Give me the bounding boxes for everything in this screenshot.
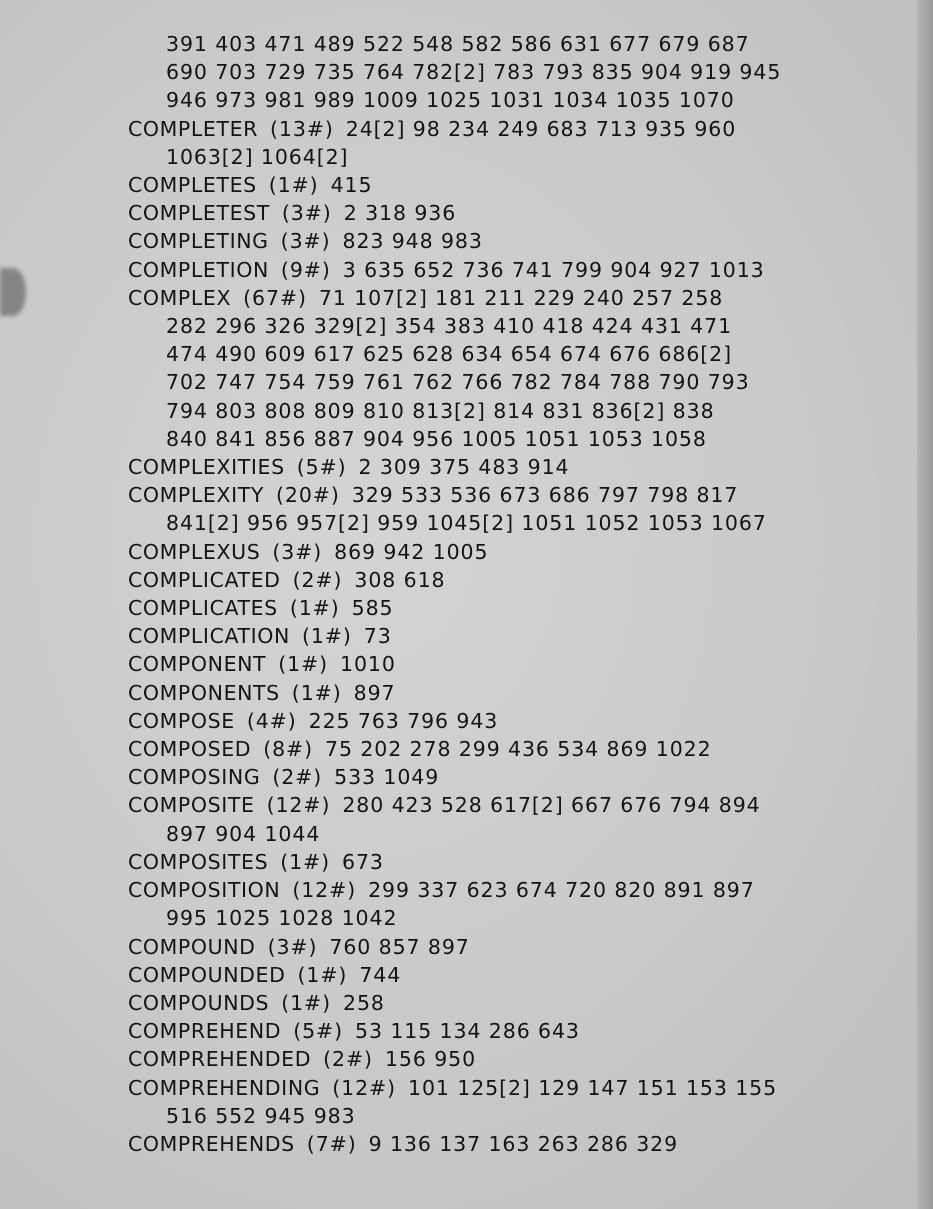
index-entry xyxy=(128,1017,888,1045)
index-references: 2 309 375 483 914 xyxy=(358,455,570,480)
index-references: 53 115 134 286 643 xyxy=(355,1019,580,1044)
index-count: (9#) xyxy=(280,257,331,282)
index-entry xyxy=(128,566,888,594)
index-term: COMPLETION xyxy=(128,257,269,282)
index-continuation-line: 690 703 729 735 764 782[2] 783 793 835 904 919 945 xyxy=(166,60,782,85)
index-count: (1#) xyxy=(278,652,329,677)
index-references: 75 202 278 299 436 534 869 1022 xyxy=(325,737,712,762)
index-references: 869 942 1005 xyxy=(334,539,489,564)
index-count: (13#) xyxy=(270,116,334,141)
index-term: COMPOUNDED xyxy=(128,962,286,987)
index-term: COMPREHENDS xyxy=(128,1131,295,1156)
index-term: COMPOSING xyxy=(128,765,261,790)
index-count: (1#) xyxy=(289,596,340,621)
index-references: 73 xyxy=(363,624,392,649)
index-term: COMPLETES xyxy=(128,173,257,198)
index-count: (2#) xyxy=(292,567,343,592)
index-count: (1#) xyxy=(280,849,331,874)
index-references: 673 xyxy=(342,849,384,874)
index-references: 9 136 137 163 263 286 329 xyxy=(368,1131,679,1156)
index-count: (7#) xyxy=(306,1131,357,1156)
index-references: 101 125[2] 129 147 151 153 155 xyxy=(408,1075,778,1100)
index-references: 280 423 528 617[2] 667 676 794 894 xyxy=(342,793,761,818)
index-term: COMPOSED xyxy=(128,737,252,762)
index-entry xyxy=(128,650,888,678)
index-continuation-line: 840 841 856 887 904 956 1005 1051 1053 1058 xyxy=(166,426,707,451)
index-references: 3 635 652 736 741 799 904 927 1013 xyxy=(342,257,765,282)
index-continuation-line: 794 803 808 809 810 813[2] 814 831 836[2] 838 xyxy=(166,398,715,423)
index-count: (2#) xyxy=(323,1047,373,1072)
index-term: COMPLICATES xyxy=(128,596,278,621)
index-term: COMPLEXITIES xyxy=(128,455,285,480)
index-term: COMPREHEND xyxy=(128,1019,282,1044)
index-entry xyxy=(128,199,888,227)
index-term: COMPONENTS xyxy=(128,680,280,705)
index-references: 760 857 897 xyxy=(329,934,470,959)
index-entry xyxy=(128,791,888,819)
index-entry xyxy=(128,115,888,143)
index-references: 258 xyxy=(343,990,385,1015)
index-references: 24[2] 98 234 249 683 713 935 960 xyxy=(345,116,737,141)
index-count: (3#) xyxy=(281,201,332,226)
index-continuation-line: 282 296 326 329[2] 354 383 410 418 424 431 471 xyxy=(166,314,733,339)
index-count: (12#) xyxy=(292,878,357,903)
index-references: 71 107[2] 181 211 229 240 257 258 xyxy=(318,285,724,310)
page-edge-shadow xyxy=(917,0,933,1209)
index-entry xyxy=(128,735,888,763)
index-references: 299 337 623 674 720 820 891 897 xyxy=(368,878,755,903)
index-continuation-line: 995 1025 1028 1042 xyxy=(166,906,398,931)
index-entry xyxy=(128,961,888,989)
index-continuation-line: 516 552 945 983 xyxy=(166,1103,356,1128)
index-term: COMPLICATION xyxy=(128,624,290,649)
index-count: (4#) xyxy=(246,708,297,733)
index-references: 533 1049 xyxy=(334,765,440,790)
index-term: COMPLICATED xyxy=(128,567,281,592)
index-entry xyxy=(128,256,888,284)
index-count: (12#) xyxy=(332,1075,397,1100)
index-references: 1010 xyxy=(340,652,396,677)
index-term: COMPLEXUS xyxy=(128,539,261,564)
index-count: (8#) xyxy=(263,737,314,762)
index-count: (5#) xyxy=(296,455,347,480)
index-references: 225 763 796 943 xyxy=(308,708,499,733)
index-count: (2#) xyxy=(272,765,323,790)
index-count: (3#) xyxy=(267,934,318,959)
index-continuation-line: 391 403 471 489 522 548 582 586 631 677 679 687 xyxy=(166,32,750,56)
index-references: 415 xyxy=(330,173,373,198)
index-term: COMPLETING xyxy=(128,229,269,254)
index-count: (3#) xyxy=(280,229,331,254)
index-entry xyxy=(128,481,888,509)
index-continuation-line: 897 904 1044 xyxy=(166,821,321,846)
index-count: (1#) xyxy=(281,990,332,1015)
index-continuation-line: 1063[2] 1064[2] xyxy=(166,144,349,169)
index-count: (1#) xyxy=(291,680,342,705)
index-term: COMPOSITES xyxy=(128,849,269,874)
index-term: COMPOSITE xyxy=(128,793,255,818)
index-count: (1#) xyxy=(297,962,348,987)
index-count: (1#) xyxy=(301,624,352,649)
index-continuation-line: 946 973 981 989 1009 1025 1031 1034 1035 1070 xyxy=(166,88,735,113)
index-entry xyxy=(128,1045,888,1073)
index-count: (12#) xyxy=(266,793,331,818)
index-term: COMPOUNDS xyxy=(128,990,270,1015)
index-references: 329 533 536 673 686 797 798 817 xyxy=(351,483,739,508)
index-entry xyxy=(128,538,888,566)
index-continuation-line: 841[2] 956 957[2] 959 1045[2] 1051 1052 1053 1067 xyxy=(166,511,767,536)
index-entry xyxy=(128,171,888,199)
index-count: (5#) xyxy=(293,1019,344,1044)
index-term: COMPONENT xyxy=(128,652,267,677)
index-count: (1#) xyxy=(268,173,319,198)
index-term: COMPREHENDED xyxy=(128,1047,312,1072)
index-entry xyxy=(128,933,888,961)
index-references: 308 618 xyxy=(354,567,446,592)
index-continuation-line: 702 747 754 759 761 762 766 782 784 788 790 793 xyxy=(166,370,750,395)
index-entry xyxy=(128,1074,888,1102)
index-entry xyxy=(128,876,888,904)
index-count: (67#) xyxy=(243,285,307,310)
index-continuation-line: 474 490 609 617 625 628 634 654 674 676 686[2] xyxy=(166,342,733,367)
index-references: 823 948 983 xyxy=(342,229,483,254)
index-term: COMPOUND xyxy=(128,934,256,959)
index-entry xyxy=(128,622,888,650)
index-references: 585 xyxy=(351,596,394,621)
scan-smudge xyxy=(0,268,26,316)
index-term: COMPOSE xyxy=(128,708,235,733)
index-entry xyxy=(128,594,888,622)
index-references: 2 318 936 xyxy=(343,201,457,226)
index-count: (3#) xyxy=(272,539,323,564)
index-term: COMPLEXITY xyxy=(128,483,265,508)
index-entry xyxy=(128,707,888,735)
index-entry xyxy=(128,848,888,876)
index-references: 156 950 xyxy=(384,1047,477,1072)
index-term: COMPLETER xyxy=(128,116,258,141)
index-entry xyxy=(128,284,888,312)
index-entry xyxy=(128,763,888,791)
index-term: COMPLETEST xyxy=(128,201,270,226)
index-entry xyxy=(128,227,888,255)
concordance-index xyxy=(128,30,888,1158)
index-references: 744 xyxy=(359,962,402,987)
index-entry xyxy=(128,679,888,707)
index-entry xyxy=(128,453,888,481)
index-count: (20#) xyxy=(276,483,340,508)
index-term: COMPLEX xyxy=(128,285,232,310)
index-entry xyxy=(128,1130,888,1158)
index-entry xyxy=(128,989,888,1017)
index-term: COMPREHENDING xyxy=(128,1075,321,1100)
index-term: COMPOSITION xyxy=(128,878,281,903)
index-references: 897 xyxy=(353,680,396,705)
